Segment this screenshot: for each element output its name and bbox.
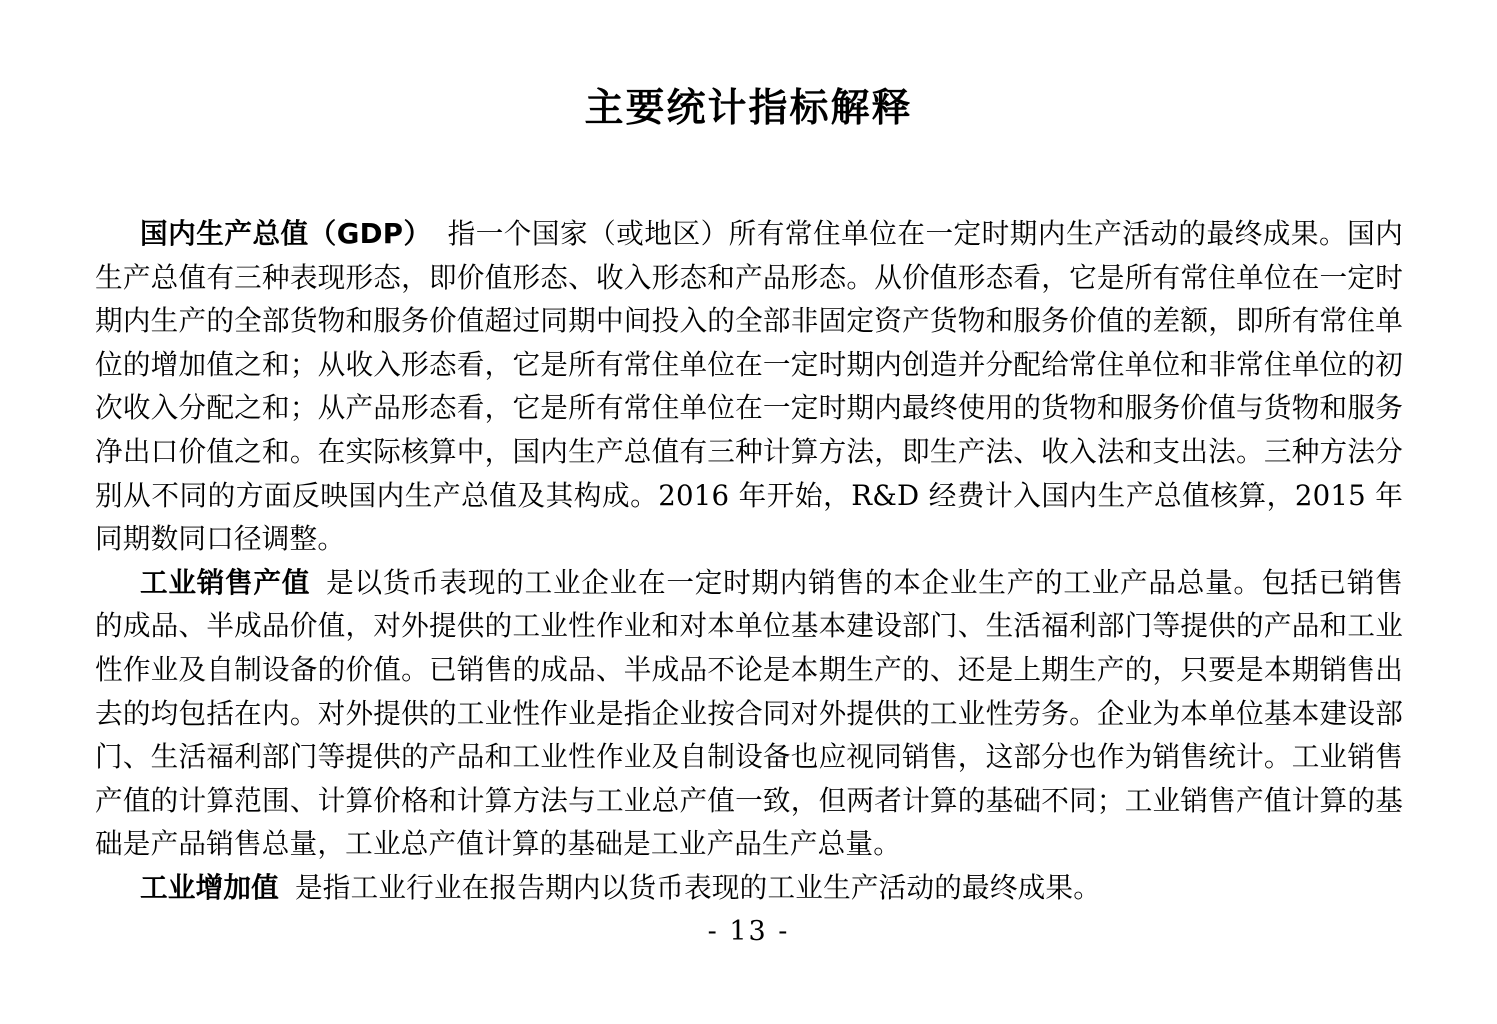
term-gdp: 国内生产总值（GDP） (140, 217, 432, 250)
paragraph-industrial-added-value (95, 866, 1403, 910)
document-body (95, 212, 1403, 910)
term-industrial-added-value: 工业增加值 (140, 870, 279, 904)
paragraph-industrial-sales-output-text: 是以货币表现的工业企业在一定时期内销售的本企业生产的工业产品总量。包括已销售的成品、半成品价值，对外提供的工业性作业和对本单位基本建设部门、生活福利部门等提供的产品和工业性作业及自制设备的价值。已销售的成品、半成品不论是本期生产的、还是上期生产的，只要是本期销售出去的均包括在内。对外提供的工业性作业是指企业按合同对外提供的工业性劳务。企业为本单位基本建设部门、生活福利部门等提供的产品和工业性作业及自制设备也应视同销售，这部分也作为销售统计。工业销售产值的计算范围、计算价格和计算方法与工业总产值一致，但两者计算的基础不同；工业销售产值计算的基础是产品销售总量，工业总产值计算的基础是工业产品生产总量。 (95, 565, 1403, 861)
term-industrial-sales-output: 工业销售产值 (140, 565, 311, 599)
page-title: 主要统计指标解释 (584, 86, 913, 131)
page-number: - 13 - (707, 916, 790, 947)
paragraph-gdp (95, 212, 1403, 561)
paragraph-industrial-sales-output (95, 561, 1403, 866)
paragraph-gdp-text: 指一个国家（或地区）所有常住单位在一定时期内生产活动的最终成果。国内生产总值有三种表现形态，即价值形态、收入形态和产品形态。从价值形态看，它是所有常住单位在一定时期内生产的全部货物和服务价值超过同期中间投入的全部非固定资产货物和服务价值的差额，即所有常住单位的增加值之和；从收入形态看，它是所有常住单位在一定时期内创造并分配给常住单位和非常住单位的初次收入分配之和；从产品形态看，它是所有常住单位在一定时期内最终使用的货物和服务价值与货物和服务净出口价值之和。在实际核算中，国内生产总值有三种计算方法，即生产法、收入法和支出法。三种方法分别从不同的方面反映国内生产总值及其构成。2016 年开始，R&D 经费计入国内生产总值核算，2015 年同期数同口径调整。 (95, 217, 1403, 556)
paragraph-industrial-added-value-text: 是指工业行业在报告期内以货币表现的工业生产活动的最终成果。 (294, 870, 1102, 904)
